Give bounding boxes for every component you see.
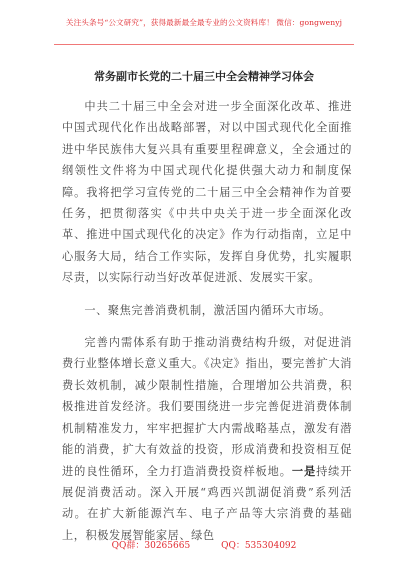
footer-qq-group: QQ群：30265665 [111,541,191,551]
paragraph-section-1-continued: 持续开展促消费活动。深入开展“鸡西兴凯湖促消费”系列活动。在扩大新能源汽车、电子产品等大宗消费的基础上，积极发展智能家居、绿色 [62,464,352,542]
footer-qq-number: QQ：535304092 [221,541,297,551]
paragraph-section-1 [62,332,352,546]
paragraph-intro: 中共二十届三中全会对进一步全面深化改革、推进中国式现代化作出战略部署，对以中国式现代化全面推进中华民族伟大复兴具有重要里程碑意义，全会通过的纲领性文件将为中国式现代化提供强大动力和制度保障。我将把学习宣传党的二十届三中全会精神作为首要任务，把贯彻落实《中共中央关于进一步全面深化改革、推进中国式现代化的决定》作为行动指南，立足中心服务大局，结合工作实际，发挥自身优势，扎实履职尽责，以实际行动当好改革促进派、发展实干家。 [62,100,352,285]
header-promo-text: 关注头条号“公文研究”，获得最新最全最专业的公文资料库！ 微信：gongwenyj [65,18,343,27]
paragraph-bold-marker: 一是 [291,463,317,478]
header-divider [54,44,354,45]
document-title: 常务副市长党的二十届三中全会精神学习体会 [94,70,314,83]
footer-contact [54,538,354,551]
paragraph-section-1-text: 完善内需体系有助于推动消费结构升级，对促进消费行业整体增长意义重大。《决定》指出，要完善扩大消费长效机制，减少限制性措施，合理增加公共消费，积极推进首发经济。我们要围绕进一步完善促进消费体制机制精准发力，牢牢把握扩大内需战略基点，激发有潜能的消费，扩大有效益的投资，形成消费和投资相互促进的良性循环，全力打造消费投资样板地。 [62,336,352,478]
section-heading: 一、聚焦完善消费机制，激活国内循环大市场。 [84,303,331,317]
document-body [62,96,352,546]
